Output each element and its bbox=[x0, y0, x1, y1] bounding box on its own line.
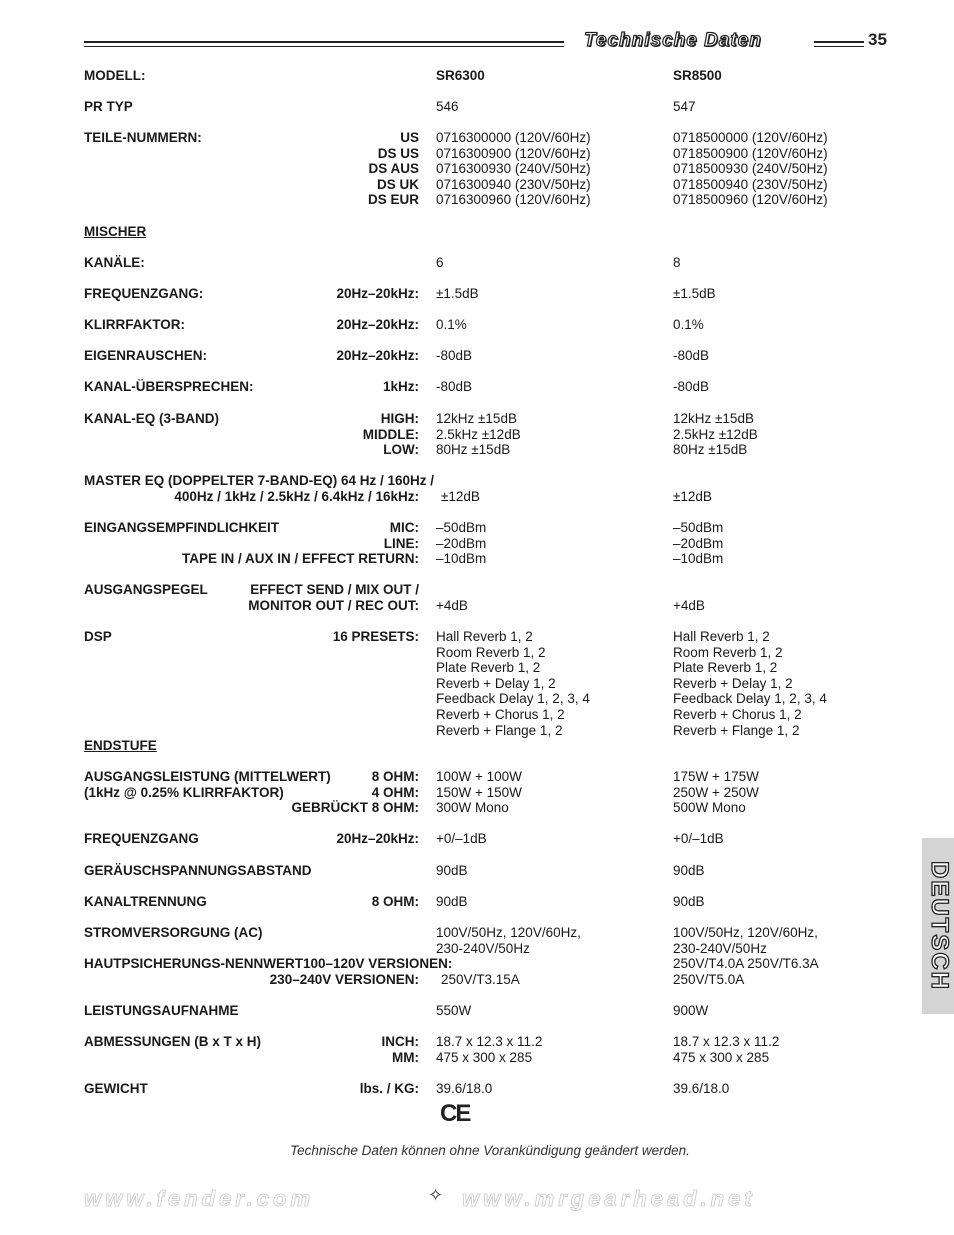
power-consumption-v1: 550W bbox=[436, 1003, 472, 1018]
snr-v2: 90dB bbox=[673, 863, 705, 878]
output-level-label: AUSGANGSPEGEL bbox=[84, 582, 208, 597]
amp-frequency-v1: +0/–1dB bbox=[436, 831, 487, 846]
model2-name: SR8500 bbox=[673, 68, 722, 83]
channel-separation-sub: 8 OHM: bbox=[371, 894, 419, 909]
input-sensitivity-v1: –50dBm –20dBm –10dBm bbox=[436, 520, 487, 567]
pr-typ-v1: 546 bbox=[436, 99, 459, 114]
dsp-sub: 16 PRESETS: bbox=[332, 629, 419, 644]
section-heading-amplifier: ENDSTUFE bbox=[84, 738, 157, 753]
frequency-sub: 20Hz–20kHz: bbox=[336, 286, 419, 301]
part-numbers-v2: 0718500000 (120V/60Hz) 0718500900 (120V/60Hz) 0718500930 (240V/50Hz) 0718500940 (230V/50Hz) 0718500960 (120V/60Hz) bbox=[673, 130, 828, 208]
channel-eq-label: KANAL-EQ (3-BAND) bbox=[84, 411, 219, 426]
output-level-v2: +4dB bbox=[673, 597, 705, 613]
power-supply-v2: 100V/50Hz, 120V/60Hz, 230-240V/50Hz bbox=[673, 925, 818, 956]
fuse-label: HAUTPSICHERUNGS-NENNWERT100–120V VERSIONEN: bbox=[84, 956, 453, 971]
channel-separation-label: KANALTRENNUNG bbox=[84, 894, 207, 909]
pr-typ-label: PR TYP bbox=[84, 99, 133, 114]
dimensions-label: ABMESSUNGEN (B x T x H) bbox=[84, 1034, 262, 1049]
power-output-v2: 175W + 175W 250W + 250W 500W Mono bbox=[673, 769, 759, 816]
power-output-loads: 8 OHM: 4 OHM: GEBRÜCKT 8 OHM: bbox=[291, 769, 419, 816]
part-numbers-v1: 0716300000 (120V/60Hz) 0716300900 (120V/60Hz) 0716300930 (240V/50Hz) 0716300940 (230V/50Hz) 0716300960 (120V/60Hz) bbox=[436, 130, 591, 208]
distortion-v1: 0.1% bbox=[436, 317, 467, 332]
master-eq-label: MASTER EQ (DOPPELTER 7-BAND-EQ) 64 Hz / 160Hz / bbox=[84, 473, 435, 488]
snr-label: GERÄUSCHSPANNUNGSABSTAND bbox=[84, 863, 312, 878]
pr-typ-v2: 547 bbox=[673, 99, 696, 114]
model-label: MODELL: bbox=[84, 68, 146, 83]
page-number: 35 bbox=[868, 30, 887, 49]
weight-v2: 39.6/18.0 bbox=[673, 1081, 730, 1096]
disclaimer-note: Technische Daten können ohne Vorankündigung geändert werden. bbox=[290, 1143, 690, 1158]
channel-eq-bands: HIGH: MIDDLE: LOW: bbox=[362, 411, 419, 458]
output-level-sub: EFFECT SEND / MIX OUT / MONITOR OUT / REC OUT: bbox=[248, 582, 419, 613]
distortion-label: KLIRRFAKTOR: bbox=[84, 317, 185, 332]
input-sensitivity-v2: –50dBm –20dBm –10dBm bbox=[673, 520, 724, 567]
channel-separation-v2: 90dB bbox=[673, 894, 705, 909]
output-level-v1: +4dB bbox=[436, 597, 468, 613]
crosstalk-label: KANAL-ÜBERSPRECHEN: bbox=[84, 379, 254, 394]
master-eq-v2: ±12dB bbox=[673, 489, 712, 504]
noise-label: EIGENRAUSCHEN: bbox=[84, 348, 208, 363]
power-output-label: AUSGANGSLEISTUNG (MITTELWERT) (1kHz @ 0.25% KLIRRFAKTOR) bbox=[84, 769, 331, 800]
ce-mark-icon: CE bbox=[440, 1100, 470, 1127]
weight-sub: lbs. / KG: bbox=[359, 1081, 419, 1096]
footer-link-mrgearhead: www.mrgearhead.net bbox=[462, 1186, 756, 1211]
input-sensitivity-label: EINGANGSEMPFINDLICHKEIT bbox=[84, 520, 280, 535]
model1-name: SR6300 bbox=[436, 68, 485, 83]
dimensions-v2: 18.7 x 12.3 x 11.2 475 x 300 x 285 bbox=[673, 1034, 780, 1065]
power-output-v1: 100W + 100W 150W + 150W 300W Mono bbox=[436, 769, 522, 816]
dsp-label: DSP bbox=[84, 629, 112, 644]
amp-frequency-v2: +0/–1dB bbox=[673, 831, 724, 846]
header-rule-left bbox=[84, 41, 564, 47]
frequency-label: FREQUENZGANG: bbox=[84, 286, 204, 301]
channel-eq-v2: 12kHz ±15dB 2.5kHz ±12dB 80Hz ±15dB bbox=[673, 411, 758, 458]
channel-separation-v1: 90dB bbox=[436, 894, 468, 909]
amp-frequency-sub: 20Hz–20kHz: bbox=[336, 831, 419, 846]
fuse-sub2: 230–240V VERSIONEN: bbox=[269, 972, 419, 987]
section-heading-mixer: MISCHER bbox=[84, 224, 147, 239]
power-consumption-label: LEISTUNGSAUFNAHME bbox=[84, 1003, 239, 1018]
part-numbers-label: TEILE-NUMMERN: bbox=[84, 130, 202, 145]
dsp-presets-v2: Hall Reverb 1, 2 Room Reverb 1, 2 Plate Reverb 1, 2 Reverb + Delay 1, 2 Feedback Delay 1, 2, 3, 4 Reverb + Chorus 1, 2 Reverb + Flange 1, 2 bbox=[673, 629, 827, 738]
input-sensitivity-types: MIC: LINE: TAPE IN / AUX IN / EFFECT RETURN: bbox=[181, 520, 419, 567]
dimensions-v1: 18.7 x 12.3 x 11.2 475 x 300 x 285 bbox=[436, 1034, 543, 1065]
power-supply-v1: 100V/50Hz, 120V/60Hz, 230-240V/50Hz bbox=[436, 925, 581, 956]
distortion-v2: 0.1% bbox=[673, 317, 704, 332]
noise-v2: -80dB bbox=[673, 348, 710, 363]
footer-link-fender: www.fender.com bbox=[84, 1186, 315, 1211]
channel-eq-v1: 12kHz ±15dB 2.5kHz ±12dB 80Hz ±15dB bbox=[436, 411, 521, 458]
dimensions-units: INCH: MM: bbox=[381, 1034, 419, 1065]
weight-v1: 39.6/18.0 bbox=[436, 1081, 493, 1096]
fuse-v2: 250V/T4.0A 250V/T6.3A 250V/T5.0A bbox=[673, 956, 819, 987]
frequency-v1: ±1.5dB bbox=[436, 286, 479, 301]
power-supply-label: STROMVERSORGUNG (AC) bbox=[84, 925, 263, 940]
crosstalk-sub: 1kHz: bbox=[382, 379, 419, 394]
noise-v1: -80dB bbox=[436, 348, 473, 363]
channels-label: KANÄLE: bbox=[84, 255, 145, 270]
section-title: Technische Daten bbox=[584, 30, 762, 51]
fuse-v1: 250V/T3.15A bbox=[441, 972, 520, 987]
header-rule-right bbox=[814, 41, 864, 47]
master-eq-v1: ±12dB bbox=[441, 489, 480, 504]
distortion-sub: 20Hz–20kHz: bbox=[336, 317, 419, 332]
power-consumption-v2: 900W bbox=[673, 1003, 709, 1018]
part-numbers-regions: US DS US DS AUS DS UK DS EUR bbox=[367, 130, 419, 208]
channels-v2: 8 bbox=[673, 255, 681, 270]
footer-separator-icon: ✧ bbox=[428, 1185, 444, 1205]
weight-label: GEWICHT bbox=[84, 1081, 148, 1096]
noise-sub: 20Hz–20kHz: bbox=[336, 348, 419, 363]
crosstalk-v2: -80dB bbox=[673, 379, 710, 394]
master-eq-bands: 400Hz / 1kHz / 2.5kHz / 6.4kHz / 16kHz: bbox=[174, 489, 419, 504]
channels-v1: 6 bbox=[436, 255, 444, 270]
frequency-v2: ±1.5dB bbox=[673, 286, 716, 301]
amp-frequency-label: FREQUENZGANG bbox=[84, 831, 199, 846]
crosstalk-v1: -80dB bbox=[436, 379, 473, 394]
language-tab-label: DEUTSCH bbox=[926, 860, 953, 992]
snr-v1: 90dB bbox=[436, 863, 468, 878]
dsp-presets-v1: Hall Reverb 1, 2 Room Reverb 1, 2 Plate Reverb 1, 2 Reverb + Delay 1, 2 Feedback Delay 1, 2, 3, 4 Reverb + Chorus 1, 2 Reverb + Flange 1, 2 bbox=[436, 629, 590, 738]
